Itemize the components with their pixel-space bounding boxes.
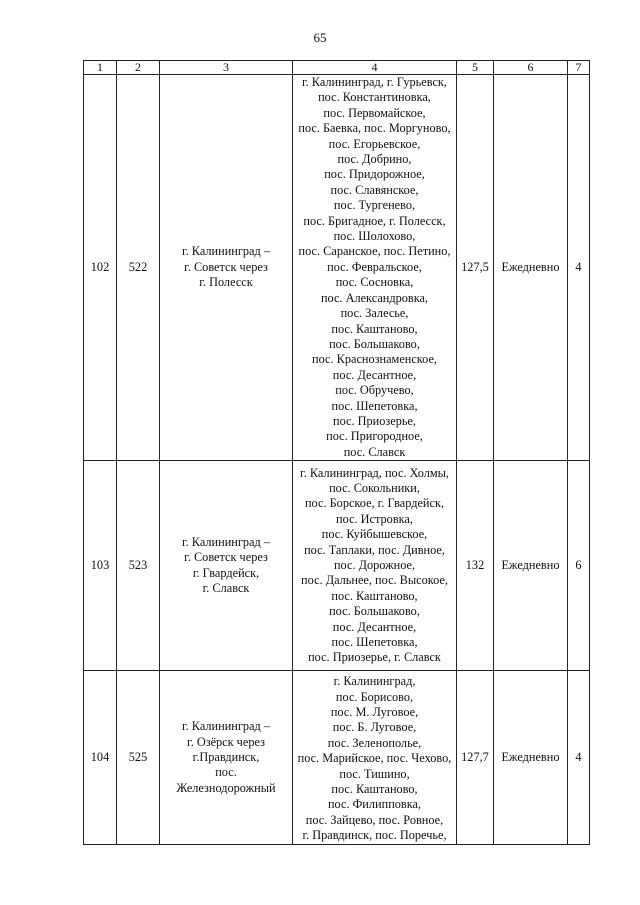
header-col-7: 7 xyxy=(568,61,590,75)
route-stops xyxy=(293,75,457,461)
header-col-1: 1 xyxy=(84,61,117,75)
route-name xyxy=(160,75,293,461)
table-row xyxy=(84,671,590,845)
stop-line: пос. Борское, г. Гвардейск, xyxy=(304,496,445,511)
table-row xyxy=(84,75,590,461)
stop-line: пос. Придорожное, xyxy=(324,167,425,182)
stop-line: г. Правдинск, пос. Поречье, xyxy=(302,828,447,843)
stop-line: пос. Обручево, xyxy=(335,383,414,398)
stop-line: пос. Марийское, пос. Чехово, xyxy=(297,751,452,766)
route-name-line: г. Полесск xyxy=(199,275,253,290)
route-col7: 4 xyxy=(568,75,590,461)
stop-line: пос. Славянское, xyxy=(330,182,419,197)
stop-line: пос. Борисово, xyxy=(335,689,414,704)
route-col7: 4 xyxy=(568,671,590,845)
stop-line: пос. Зайцево, пос. Ровное, xyxy=(305,812,444,827)
route-name xyxy=(160,671,293,845)
stop-line: пос. Таплаки, пос. Дивное, xyxy=(304,542,445,557)
stop-line: пос. Дорожное, xyxy=(333,557,416,572)
stop-line: пос. Шепетовка, xyxy=(331,398,418,413)
route-name-line: Железнодорожный xyxy=(176,780,276,795)
route-schedule: Ежедневно xyxy=(494,671,568,845)
header-col-2: 2 xyxy=(117,61,160,75)
route-name-line: г. Калининград – xyxy=(182,244,270,259)
route-stops xyxy=(293,461,457,671)
stop-line: пос. Славск xyxy=(343,444,406,459)
stop-line: пос. Шолохово, xyxy=(333,229,416,244)
stop-line: пос. Баевка, пос. Моргуново, xyxy=(298,121,451,136)
header-col-4: 4 xyxy=(293,61,457,75)
header-row xyxy=(84,61,590,75)
stop-line: пос. Дальнее, пос. Высокое, xyxy=(301,573,448,588)
route-name-line: г. Советск через xyxy=(184,550,268,565)
page-number: 65 xyxy=(313,30,327,45)
route-name xyxy=(160,461,293,671)
routes-table xyxy=(83,60,590,845)
stop-line: пос. Февральское, xyxy=(327,259,422,274)
route-name-line: г. Калининград – xyxy=(182,534,270,549)
stop-line: пос. Б. Луговое, xyxy=(332,720,417,735)
stop-line: пос. Каштаново, xyxy=(331,782,418,796)
header-col-5: 5 xyxy=(457,61,494,75)
stop-line: пос. Куйбышевское, xyxy=(321,527,428,542)
route-name-line: г. Советск через xyxy=(184,259,268,274)
stop-line: пос. Зеленополье, xyxy=(327,735,422,750)
stop-line: пос. Десантное, xyxy=(332,367,417,382)
stop-line: пос. Сокольники, xyxy=(329,480,420,495)
stop-line: пос. Большаково, xyxy=(329,604,420,619)
stop-line: пос. Тургенево, xyxy=(333,198,416,213)
stop-line: г. Калининград, пос. Холмы, xyxy=(300,465,449,480)
stop-line: пос. Истровка, xyxy=(336,511,413,526)
route-name-line: г.Правдинск, xyxy=(192,749,260,764)
row-number: 104 xyxy=(84,671,117,845)
stop-line: пос. Десантное, xyxy=(332,619,417,634)
route-schedule: Ежедневно xyxy=(494,75,568,461)
route-col7: 6 xyxy=(568,461,590,671)
row-number: 103 xyxy=(84,461,117,671)
stop-line: пос. Большаково, xyxy=(329,336,420,351)
stop-line: пос. Саранское, пос. Петино, xyxy=(298,244,451,259)
header-col-6: 6 xyxy=(494,61,568,75)
stop-line: пос. Приозерье, г. Славск xyxy=(308,650,441,665)
route-number: 525 xyxy=(117,671,160,845)
stop-line: пос. Приозерье, xyxy=(332,413,416,428)
stop-line: г. Калининград, xyxy=(333,674,416,689)
stop-line: пос. Александровка, xyxy=(320,290,429,305)
route-number: 523 xyxy=(117,461,160,671)
stop-line: пос. Бригадное, г. Полесск, xyxy=(303,213,446,228)
stop-line: пос. Шепетовка, xyxy=(331,634,418,649)
route-schedule: Ежедневно xyxy=(494,461,568,671)
stop-line: пос. Каштаново, xyxy=(331,321,418,336)
stop-line: пос. Егорьевское, xyxy=(328,136,421,151)
stop-line: пос. Первомайское, xyxy=(323,105,426,120)
stop-line: пос. Залесье, xyxy=(340,306,409,321)
stop-line: пос. Добрино, xyxy=(337,152,412,167)
row-number: 102 xyxy=(84,75,117,461)
stop-line: пос. Пригородное, xyxy=(326,429,423,444)
stop-line: пос. Филипповка, xyxy=(327,797,422,812)
stop-line: г. Калининград, г. Гурьевск, xyxy=(302,75,447,89)
route-name-line: г. Славск xyxy=(202,581,250,596)
header-col-3: 3 xyxy=(160,61,293,75)
stop-line: пос. Сосновка, xyxy=(335,275,414,290)
route-distance: 132 xyxy=(457,461,494,671)
stop-line: пос. М. Луговое, xyxy=(330,704,419,719)
route-name-line: г. Калининград – xyxy=(182,719,270,734)
route-name-line: пос. xyxy=(215,765,237,780)
route-stops xyxy=(293,671,457,845)
route-distance: 127,7 xyxy=(457,671,494,845)
stop-line: пос. Константиновка, xyxy=(318,90,431,105)
route-number: 522 xyxy=(117,75,160,461)
table-row xyxy=(84,461,590,671)
route-name-line: г. Гвардейск, xyxy=(192,565,260,580)
stop-line: пос. Краснознаменское, xyxy=(312,352,437,367)
route-name-line: г. Озёрск через xyxy=(187,734,265,749)
stop-line: пос. Каштаново, xyxy=(331,588,418,603)
stop-line: пос. Тишино, xyxy=(339,766,410,781)
route-distance: 127,5 xyxy=(457,75,494,461)
